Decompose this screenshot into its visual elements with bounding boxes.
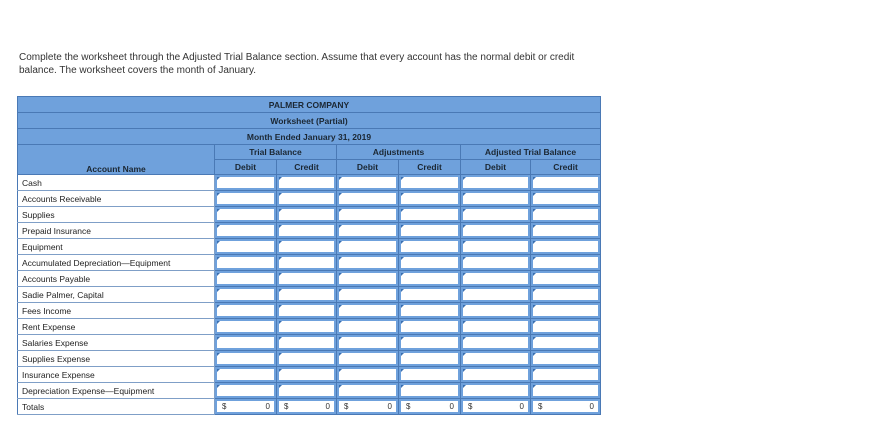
total-value: 0	[387, 402, 392, 411]
account-row	[18, 383, 601, 399]
atb-credit-input[interactable]	[533, 273, 598, 284]
currency-symbol: $	[406, 402, 411, 411]
atb-debit-cell	[461, 223, 531, 239]
tb-credit-cell	[277, 191, 337, 207]
atb-credit-cell	[531, 255, 601, 271]
tb-debit-cell	[215, 271, 277, 287]
atb-debit-cell	[461, 255, 531, 271]
adj-credit-input[interactable]	[401, 321, 458, 332]
adj-credit-cell	[399, 335, 461, 351]
account-name: Accounts Receivable	[18, 191, 215, 207]
tb-credit-input[interactable]	[279, 241, 334, 252]
atb-credit-cell	[531, 207, 601, 223]
atb-credit-cell	[531, 239, 601, 255]
atb-debit-cell	[461, 303, 531, 319]
adjustments-header: Adjustments	[337, 145, 461, 160]
adj-debit-cell	[337, 175, 399, 191]
tb-credit-cell	[277, 271, 337, 287]
adj-debit-cell	[337, 319, 399, 335]
tb-debit-cell	[215, 223, 277, 239]
atb-debit-cell	[461, 271, 531, 287]
tb-debit-cell	[215, 383, 277, 399]
atb-debit-cell	[461, 175, 531, 191]
tb-debit-header: Debit	[215, 160, 277, 175]
account-name: Supplies Expense	[18, 351, 215, 367]
tb-debit-input[interactable]	[217, 321, 274, 332]
atb-debit-input[interactable]	[463, 369, 528, 380]
account-row	[18, 367, 601, 383]
tb-debit-cell	[215, 255, 277, 271]
tb-credit-input[interactable]	[279, 369, 334, 380]
worksheet-period: Month Ended January 31, 2019	[18, 129, 601, 145]
atb-debit-cell	[461, 383, 531, 399]
atb-debit-input[interactable]	[463, 257, 528, 268]
tb-debit-input[interactable]	[217, 225, 274, 236]
instructions	[19, 51, 719, 77]
adj-credit-input[interactable]	[401, 257, 458, 268]
currency-symbol: $	[538, 402, 543, 411]
account-name: Supplies	[18, 207, 215, 223]
adj-debit-input[interactable]	[339, 177, 396, 188]
tb-debit-cell	[215, 175, 277, 191]
account-row	[18, 223, 601, 239]
account-row	[18, 255, 601, 271]
adj-debit-cell	[337, 207, 399, 223]
total-value: 0	[589, 402, 594, 411]
adj-credit-cell	[399, 367, 461, 383]
adj-debit-input[interactable]	[339, 369, 396, 380]
account-row	[18, 239, 601, 255]
atb-credit-input[interactable]	[533, 177, 598, 188]
tb-credit-input[interactable]	[279, 177, 334, 188]
tb-credit-cell	[277, 319, 337, 335]
atb-debit-input[interactable]	[463, 337, 528, 348]
atb-debit-input[interactable]	[463, 353, 528, 364]
tb-debit-input[interactable]	[217, 273, 274, 284]
instructions-line-1: Complete the worksheet through the Adjusted Trial Balance section. Assume that every account has the normal debit or credit	[19, 52, 575, 63]
adj-debit-input[interactable]	[339, 353, 396, 364]
atb-credit-input[interactable]	[533, 193, 598, 204]
atb-credit-input[interactable]	[533, 289, 598, 300]
adj-credit-cell	[399, 383, 461, 399]
adj-debit-input[interactable]	[339, 321, 396, 332]
adj-debit-cell	[337, 191, 399, 207]
adj-debit-cell	[337, 367, 399, 383]
adj-debit-input[interactable]	[339, 385, 396, 396]
atb-credit-input[interactable]	[533, 353, 598, 364]
adj-credit-input[interactable]	[401, 241, 458, 252]
atb-debit-input[interactable]	[463, 193, 528, 204]
tb-credit-header: Credit	[277, 160, 337, 175]
atb-debit-input[interactable]	[463, 177, 528, 188]
adj-credit-input[interactable]	[401, 337, 458, 348]
tb-credit-input[interactable]	[279, 225, 334, 236]
account-name: Fees Income	[18, 303, 215, 319]
tb-credit-cell	[277, 351, 337, 367]
atb-debit-input[interactable]	[463, 273, 528, 284]
adj-credit-cell	[399, 351, 461, 367]
account-name: Insurance Expense	[18, 367, 215, 383]
atb-debit-cell	[461, 335, 531, 351]
adj-credit-cell	[399, 207, 461, 223]
tb-credit-input[interactable]	[279, 289, 334, 300]
account-row	[18, 351, 601, 367]
adj-credit-header: Credit	[399, 160, 461, 175]
atb-credit-cell	[531, 175, 601, 191]
adj-credit-cell	[399, 223, 461, 239]
tb-debit-input[interactable]	[217, 193, 274, 204]
atb-credit-cell	[531, 191, 601, 207]
tb-credit-cell	[277, 303, 337, 319]
total-value: 0	[449, 402, 454, 411]
atb-credit-input[interactable]	[533, 337, 598, 348]
tb-credit-input[interactable]	[279, 305, 334, 316]
adj-credit-input[interactable]	[401, 385, 458, 396]
atb-credit-cell	[531, 303, 601, 319]
tb-debit-cell	[215, 351, 277, 367]
atb-debit-cell	[461, 319, 531, 335]
tb-credit-input[interactable]	[279, 273, 334, 284]
totals-row	[18, 399, 601, 415]
tb-debit-input[interactable]	[217, 305, 274, 316]
atb-credit-cell	[531, 335, 601, 351]
total-value: 0	[325, 402, 330, 411]
atb-credit-cell	[531, 383, 601, 399]
total-value: 0	[519, 402, 524, 411]
tb-debit-input[interactable]	[217, 257, 274, 268]
adj-credit-cell	[399, 191, 461, 207]
adj-debit-input[interactable]	[339, 193, 396, 204]
adj-debit-input[interactable]	[339, 209, 396, 220]
atb-credit-input[interactable]	[533, 385, 598, 396]
atb-debit-cell	[461, 367, 531, 383]
company-name: PALMER COMPANY	[18, 97, 601, 113]
instructions-line-2: balance. The worksheet covers the month of January.	[19, 65, 256, 76]
account-row	[18, 303, 601, 319]
atb-debit-input[interactable]	[463, 305, 528, 316]
account-row	[18, 191, 601, 207]
account-name: Rent Expense	[18, 319, 215, 335]
totals-label: Totals	[18, 399, 215, 415]
atb-debit-input[interactable]	[463, 289, 528, 300]
adj-debit-input[interactable]	[339, 289, 396, 300]
atb-debit-input[interactable]	[463, 321, 528, 332]
atb-credit-header: Credit	[531, 160, 601, 175]
tb-credit-input[interactable]	[279, 193, 334, 204]
tb-credit-input[interactable]	[279, 321, 334, 332]
tb-debit-cell	[215, 239, 277, 255]
adj-debit-input[interactable]	[339, 257, 396, 268]
tb-debit-input[interactable]	[217, 337, 274, 348]
adj-credit-cell	[399, 239, 461, 255]
atb-debit-input[interactable]	[463, 385, 528, 396]
account-name-header: Account Name	[18, 145, 215, 175]
tb-debit-cell	[215, 191, 277, 207]
total-tb-credit	[277, 399, 337, 415]
adj-debit-input[interactable]	[339, 241, 396, 252]
tb-credit-cell	[277, 207, 337, 223]
tb-debit-input[interactable]	[217, 177, 274, 188]
adj-debit-input[interactable]	[339, 305, 396, 316]
tb-debit-cell	[215, 287, 277, 303]
adj-credit-input[interactable]	[401, 353, 458, 364]
tb-debit-input[interactable]	[217, 353, 274, 364]
tb-credit-cell	[277, 287, 337, 303]
account-row	[18, 207, 601, 223]
adj-credit-input[interactable]	[401, 177, 458, 188]
account-name: Equipment	[18, 239, 215, 255]
adj-credit-cell	[399, 287, 461, 303]
atb-debit-input[interactable]	[463, 209, 528, 220]
trial-balance-header: Trial Balance	[215, 145, 337, 160]
adj-credit-input[interactable]	[401, 273, 458, 284]
tb-credit-cell	[277, 255, 337, 271]
adj-debit-input[interactable]	[339, 337, 396, 348]
adj-credit-cell	[399, 319, 461, 335]
atb-debit-cell	[461, 287, 531, 303]
tb-debit-cell	[215, 367, 277, 383]
tb-debit-input[interactable]	[217, 289, 274, 300]
adj-credit-cell	[399, 175, 461, 191]
account-row	[18, 175, 601, 191]
adj-credit-cell	[399, 303, 461, 319]
adj-credit-input[interactable]	[401, 305, 458, 316]
total-atb-credit	[531, 399, 601, 415]
tb-credit-input[interactable]	[279, 257, 334, 268]
atb-credit-cell	[531, 319, 601, 335]
account-name: Accumulated Depreciation—Equipment	[18, 255, 215, 271]
atb-debit-cell	[461, 191, 531, 207]
tb-debit-input[interactable]	[217, 209, 274, 220]
account-name: Prepaid Insurance	[18, 223, 215, 239]
atb-credit-input[interactable]	[533, 305, 598, 316]
adj-debit-input[interactable]	[339, 273, 396, 284]
adj-debit-cell	[337, 303, 399, 319]
tb-debit-cell	[215, 335, 277, 351]
account-row	[18, 271, 601, 287]
adj-credit-input[interactable]	[401, 193, 458, 204]
tb-credit-cell	[277, 335, 337, 351]
total-adj-credit	[399, 399, 461, 415]
account-row	[18, 319, 601, 335]
account-rows	[18, 175, 601, 399]
tb-credit-cell	[277, 175, 337, 191]
adj-debit-cell	[337, 351, 399, 367]
tb-credit-cell	[277, 223, 337, 239]
total-adj-debit	[337, 399, 399, 415]
adj-debit-input[interactable]	[339, 225, 396, 236]
account-row	[18, 287, 601, 303]
currency-symbol: $	[222, 402, 227, 411]
atb-credit-input[interactable]	[533, 241, 598, 252]
adj-credit-input[interactable]	[401, 225, 458, 236]
account-name: Cash	[18, 175, 215, 191]
tb-credit-input[interactable]	[279, 385, 334, 396]
atb-debit-cell	[461, 351, 531, 367]
adj-debit-cell	[337, 239, 399, 255]
atb-credit-cell	[531, 351, 601, 367]
currency-symbol: $	[468, 402, 473, 411]
atb-credit-cell	[531, 367, 601, 383]
tb-debit-cell	[215, 303, 277, 319]
adj-credit-cell	[399, 255, 461, 271]
account-name: Salaries Expense	[18, 335, 215, 351]
atb-credit-input[interactable]	[533, 209, 598, 220]
atb-credit-input[interactable]	[533, 257, 598, 268]
tb-credit-cell	[277, 239, 337, 255]
tb-debit-input[interactable]	[217, 241, 274, 252]
adj-debit-cell	[337, 255, 399, 271]
adj-credit-input[interactable]	[401, 369, 458, 380]
adj-debit-header: Debit	[337, 160, 399, 175]
atb-debit-input[interactable]	[463, 241, 528, 252]
total-value: 0	[265, 402, 270, 411]
tb-credit-cell	[277, 383, 337, 399]
atb-debit-cell	[461, 207, 531, 223]
adj-credit-input[interactable]	[401, 209, 458, 220]
adj-debit-cell	[337, 383, 399, 399]
atb-credit-input[interactable]	[533, 321, 598, 332]
account-name: Depreciation Expense—Equipment	[18, 383, 215, 399]
currency-symbol: $	[284, 402, 289, 411]
tb-debit-input[interactable]	[217, 369, 274, 380]
adj-credit-input[interactable]	[401, 289, 458, 300]
total-tb-debit	[215, 399, 277, 415]
tb-debit-cell	[215, 319, 277, 335]
currency-symbol: $	[344, 402, 349, 411]
worksheet-table	[17, 96, 601, 415]
tb-credit-cell	[277, 367, 337, 383]
atb-credit-input[interactable]	[533, 225, 598, 236]
atb-debit-input[interactable]	[463, 225, 528, 236]
atb-credit-cell	[531, 287, 601, 303]
adjusted-trial-balance-header: Adjusted Trial Balance	[461, 145, 601, 160]
atb-credit-cell	[531, 271, 601, 287]
atb-credit-input[interactable]	[533, 369, 598, 380]
atb-credit-cell	[531, 223, 601, 239]
atb-debit-cell	[461, 239, 531, 255]
tb-credit-input[interactable]	[279, 337, 334, 348]
adj-debit-cell	[337, 287, 399, 303]
total-atb-debit	[461, 399, 531, 415]
adj-credit-cell	[399, 271, 461, 287]
tb-credit-input[interactable]	[279, 353, 334, 364]
account-name: Sadie Palmer, Capital	[18, 287, 215, 303]
adj-debit-cell	[337, 223, 399, 239]
adj-debit-cell	[337, 271, 399, 287]
account-row	[18, 335, 601, 351]
account-name: Accounts Payable	[18, 271, 215, 287]
atb-debit-header: Debit	[461, 160, 531, 175]
tb-debit-input[interactable]	[217, 385, 274, 396]
adj-debit-cell	[337, 335, 399, 351]
tb-debit-cell	[215, 207, 277, 223]
tb-credit-input[interactable]	[279, 209, 334, 220]
worksheet-subtitle: Worksheet (Partial)	[18, 113, 601, 129]
